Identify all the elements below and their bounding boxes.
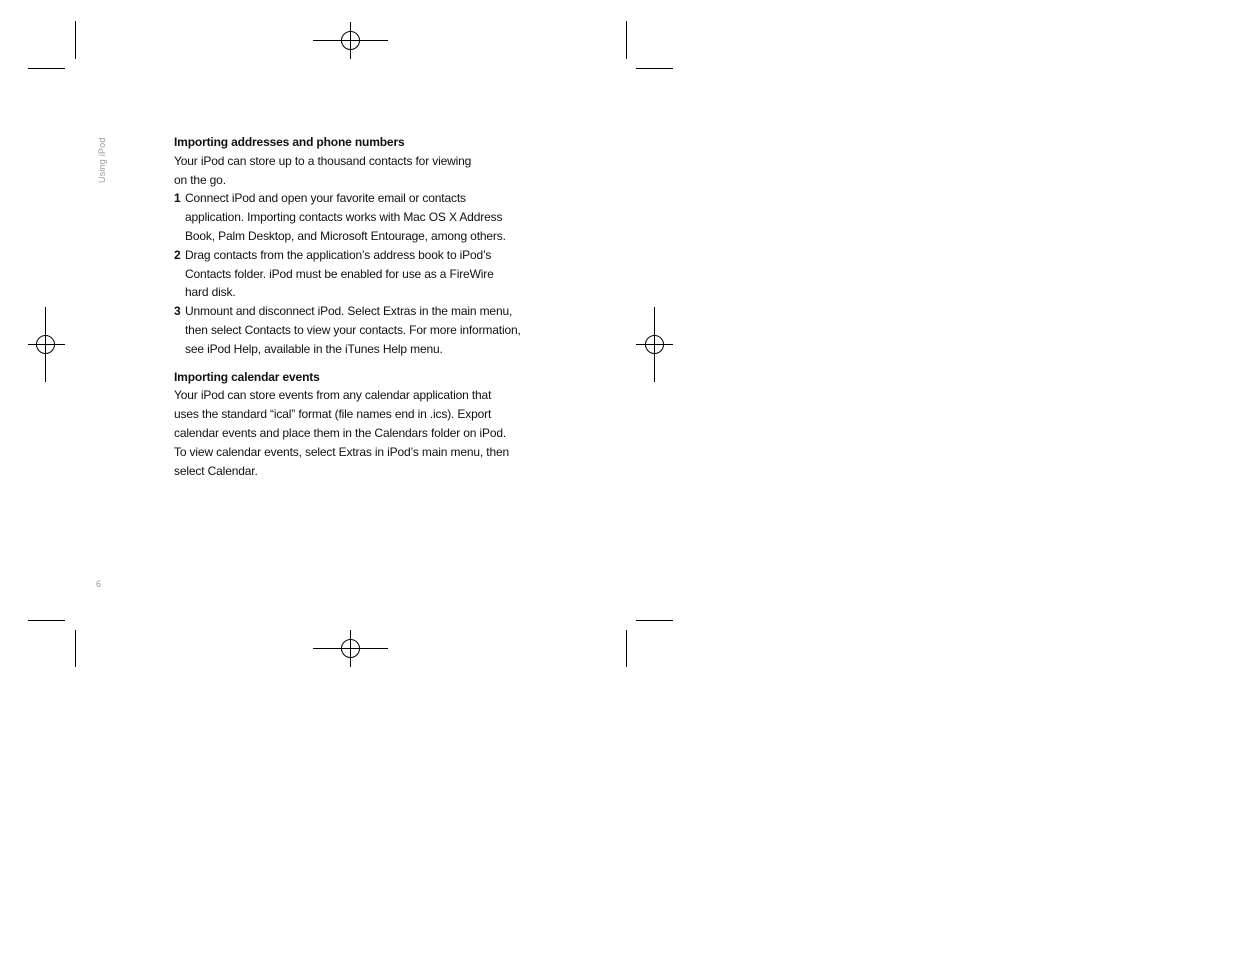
intro-paragraph — [174, 152, 544, 190]
section-spacer — [174, 359, 544, 368]
text-line: uses the standard “ical” format (file names end in .ics). Export — [174, 407, 492, 422]
text-line: Unmount and disconnect iPod. Select Extras in the main menu, — [185, 304, 513, 319]
text-line: calendar events and place them in the Calendars folder on iPod. — [174, 425, 507, 440]
section-importing-calendar — [174, 368, 544, 481]
registration-mark-top — [313, 22, 388, 59]
text-line: Your iPod can store events from any calendar application that — [174, 388, 492, 403]
section-heading: Importing addresses and phone numbers — [174, 135, 405, 149]
running-header: Using iPod — [97, 137, 107, 183]
text-line: then select Contacts to view your contacts. For more information, — [185, 322, 521, 337]
text-line: Contacts folder. iPod must be enabled for use as a FireWire — [185, 266, 494, 281]
text-line: see iPod Help, available in the iTunes Help menu. — [185, 341, 443, 356]
text-line: hard disk. — [185, 285, 236, 300]
body-paragraph — [174, 386, 544, 480]
step-number: 1 — [174, 191, 181, 206]
text-line: Connect iPod and open your favorite email or contacts — [185, 191, 466, 206]
text-line: To view calendar events, select Extras in iPod’s main menu, then — [174, 444, 510, 459]
text-line: Drag contacts from the application’s address book to iPod’s — [185, 247, 492, 262]
text-line: Your iPod can store up to a thousand contacts for viewing — [174, 153, 472, 168]
step-item — [174, 246, 544, 302]
text-line: application. Importing contacts works with Mac OS X Address — [185, 210, 503, 225]
text-line: Book, Palm Desktop, and Microsoft Entourage, among others. — [185, 228, 506, 243]
step-number: 3 — [174, 304, 181, 319]
registration-mark-bottom — [313, 630, 388, 667]
section-importing-contacts — [174, 133, 544, 359]
section-heading: Importing calendar events — [174, 369, 320, 384]
steps-list — [174, 189, 544, 358]
page-number: 6 — [96, 579, 102, 589]
registration-mark-right — [636, 307, 673, 382]
text-line: on the go. — [174, 172, 226, 187]
registration-mark-left — [28, 307, 65, 382]
page-content — [174, 133, 544, 480]
step-item — [174, 189, 544, 245]
step-number: 2 — [174, 247, 181, 262]
text-line: select Calendar. — [174, 463, 258, 478]
step-item — [174, 302, 544, 358]
